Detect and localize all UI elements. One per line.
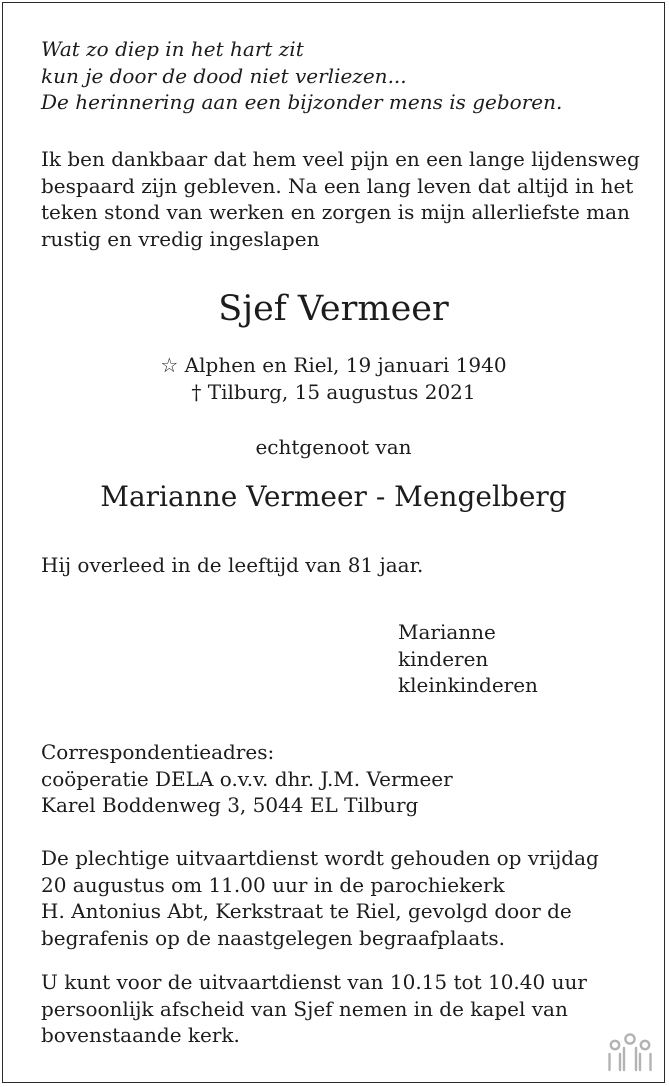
spouse-label: echtgenoot van (255, 435, 412, 459)
intro-line: teken stond van werken en zorgen is mijn allerliefste man (41, 200, 630, 224)
poem (41, 36, 562, 116)
people-group-icon (604, 1030, 656, 1072)
age-statement: Hij overleed in de leeftijd van 81 jaar. (41, 553, 424, 577)
service-line: De plechtige uitvaartdienst wordt gehouden op vrijdag (41, 846, 599, 870)
intro-line: rustig en vredig ingeslapen (41, 226, 320, 251)
farewell-line: persoonlijk afscheid van Sjef nemen in de kapel van (41, 996, 568, 1021)
intro-line: bespaard zijn gebleven. Na een lang leven dat altijd in het (41, 173, 634, 198)
intro-line: Ik ben dankbaar dat hem veel pijn en een lange lijdensweg (41, 147, 640, 171)
service-line: 20 augustus om 11.00 uur in de parochiekerk (41, 872, 505, 897)
family-signature (398, 619, 538, 699)
deceased-name: Sjef Vermeer (218, 289, 449, 329)
service-line: H. Antonius Abt, Kerkstraat te Riel, gevolgd door de (41, 899, 572, 923)
family-member: Marianne (398, 620, 496, 644)
obituary-card (2, 2, 665, 1083)
family-member: kinderen (398, 646, 489, 671)
address-line: coöperatie DELA o.v.v. dhr. J.M. Vermeer (41, 766, 453, 791)
service-line: begrafenis op de naastgelegen begraafplaats. (41, 925, 505, 950)
death-date: † Tilburg, 15 augustus 2021 (191, 379, 476, 404)
life-dates (3, 352, 664, 405)
family-member: kleinkinderen (398, 673, 538, 697)
intro-text (41, 146, 640, 252)
funeral-service-info (41, 845, 599, 951)
correspondence-address (41, 739, 453, 819)
poem-line: kun je door de dood niet verliezen... (41, 63, 407, 88)
birth-date: ☆ Alphen en Riel, 19 januari 1940 (160, 353, 507, 377)
poem-line: Wat zo diep in het hart zit (41, 37, 304, 61)
spouse-name: Marianne Vermeer - Mengelberg (100, 480, 567, 513)
address-line: Karel Boddenweg 3, 5044 EL Tilburg (41, 793, 419, 817)
poem-line: De herinnering aan een bijzonder mens is geboren. (41, 90, 563, 114)
address-line: Correspondentieadres: (41, 740, 275, 764)
farewell-line: bovenstaande kerk. (41, 1023, 240, 1047)
farewell-line: U kunt voor de uitvaartdienst van 10.15 tot 10.40 uur (41, 970, 587, 994)
farewell-info (41, 969, 587, 1049)
